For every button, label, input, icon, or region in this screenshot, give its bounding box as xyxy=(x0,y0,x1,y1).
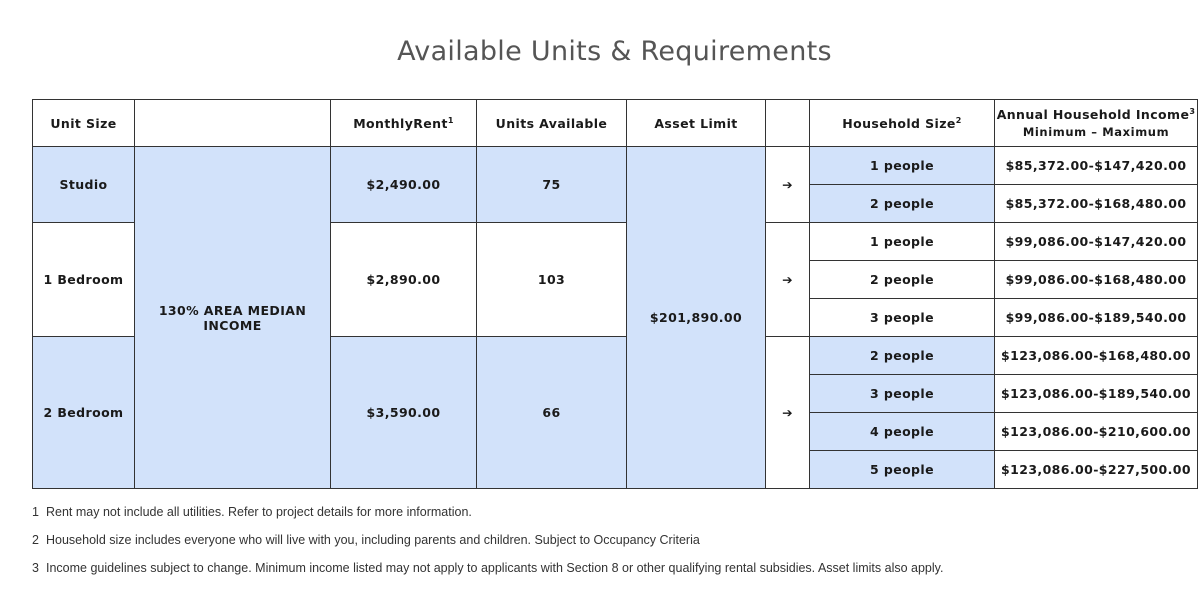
arrow-icon: ➔ xyxy=(766,337,810,489)
household-size-cell: 5 people xyxy=(810,451,995,489)
unit-size-cell: Studio xyxy=(33,147,135,223)
units-table xyxy=(32,99,1198,489)
household-size-cell: 1 people xyxy=(810,223,995,261)
household-size-cell: 3 people xyxy=(810,299,995,337)
header-annual-income: Annual Household Income$^3$ Minimum – Maximum xyxy=(995,100,1198,147)
footnote-number: 1 xyxy=(32,505,39,519)
income-range-cell: $85,372.00-$147,420.00 xyxy=(995,147,1198,185)
footnote-text: Rent may not include all utilities. Refer to project details for more information. xyxy=(46,505,472,519)
ami-cell: 130% AREA MEDIAN INCOME xyxy=(135,147,331,489)
footnote-number: 3 xyxy=(32,561,39,575)
unit-size-cell: 1 Bedroom xyxy=(33,223,135,337)
income-range-cell: $123,086.00-$168,480.00 xyxy=(995,337,1198,375)
footnote xyxy=(32,533,1182,561)
unit-size-cell: 2 Bedroom xyxy=(33,337,135,489)
household-size-cell: 2 people xyxy=(810,337,995,375)
income-range-cell: $99,086.00-$147,420.00 xyxy=(995,223,1198,261)
footnote-number: 2 xyxy=(32,533,39,547)
header-monthly-rent: MonthlyRent$^1$ xyxy=(331,100,477,147)
income-range-cell: $123,086.00-$189,540.00 xyxy=(995,375,1198,413)
arrow-icon: ➔ xyxy=(766,223,810,337)
header-row xyxy=(33,100,1198,147)
household-size-cell: 4 people xyxy=(810,413,995,451)
household-size-cell: 2 people xyxy=(810,185,995,223)
footnote xyxy=(32,561,1182,589)
footnote-text: Income guidelines subject to change. Minimum income listed may not apply to applicants with Section 8 or other qualifying rental subsidies. Asset limits also apply. xyxy=(46,561,944,575)
household-size-cell: 1 people xyxy=(810,147,995,185)
header-arrow xyxy=(766,100,810,147)
household-size-cell: 2 people xyxy=(810,261,995,299)
units-available-cell: 75 xyxy=(477,147,627,223)
income-range-cell: $123,086.00-$210,600.00 xyxy=(995,413,1198,451)
table-row xyxy=(33,147,1198,185)
income-range-cell: $99,086.00-$189,540.00 xyxy=(995,299,1198,337)
monthly-rent-cell: $3,590.00 xyxy=(331,337,477,489)
header-units-available: Units Available xyxy=(477,100,627,147)
footnote-text: Household size includes everyone who will live with you, including parents and children. Subject to Occupancy Criteria xyxy=(46,533,700,547)
income-range-cell: $85,372.00-$168,480.00 xyxy=(995,185,1198,223)
header-asset-limit: Asset Limit xyxy=(627,100,766,147)
income-range-cell: $123,086.00-$227,500.00 xyxy=(995,451,1198,489)
income-range-cell: $99,086.00-$168,480.00 xyxy=(995,261,1198,299)
page-title: Available Units & Requirements xyxy=(397,36,832,67)
header-household-size: Household Size$^2$ xyxy=(810,100,995,147)
units-available-cell: 66 xyxy=(477,337,627,489)
arrow-icon: ➔ xyxy=(766,147,810,223)
monthly-rent-cell: $2,490.00 xyxy=(331,147,477,223)
household-size-cell: 3 people xyxy=(810,375,995,413)
asset-limit-cell: $201,890.00 xyxy=(627,147,766,489)
monthly-rent-cell: $2,890.00 xyxy=(331,223,477,337)
units-available-cell: 103 xyxy=(477,223,627,337)
footnote xyxy=(32,505,1182,533)
header-unit-size: Unit Size xyxy=(33,100,135,147)
footnotes xyxy=(32,505,1182,589)
header-ami xyxy=(135,100,331,147)
